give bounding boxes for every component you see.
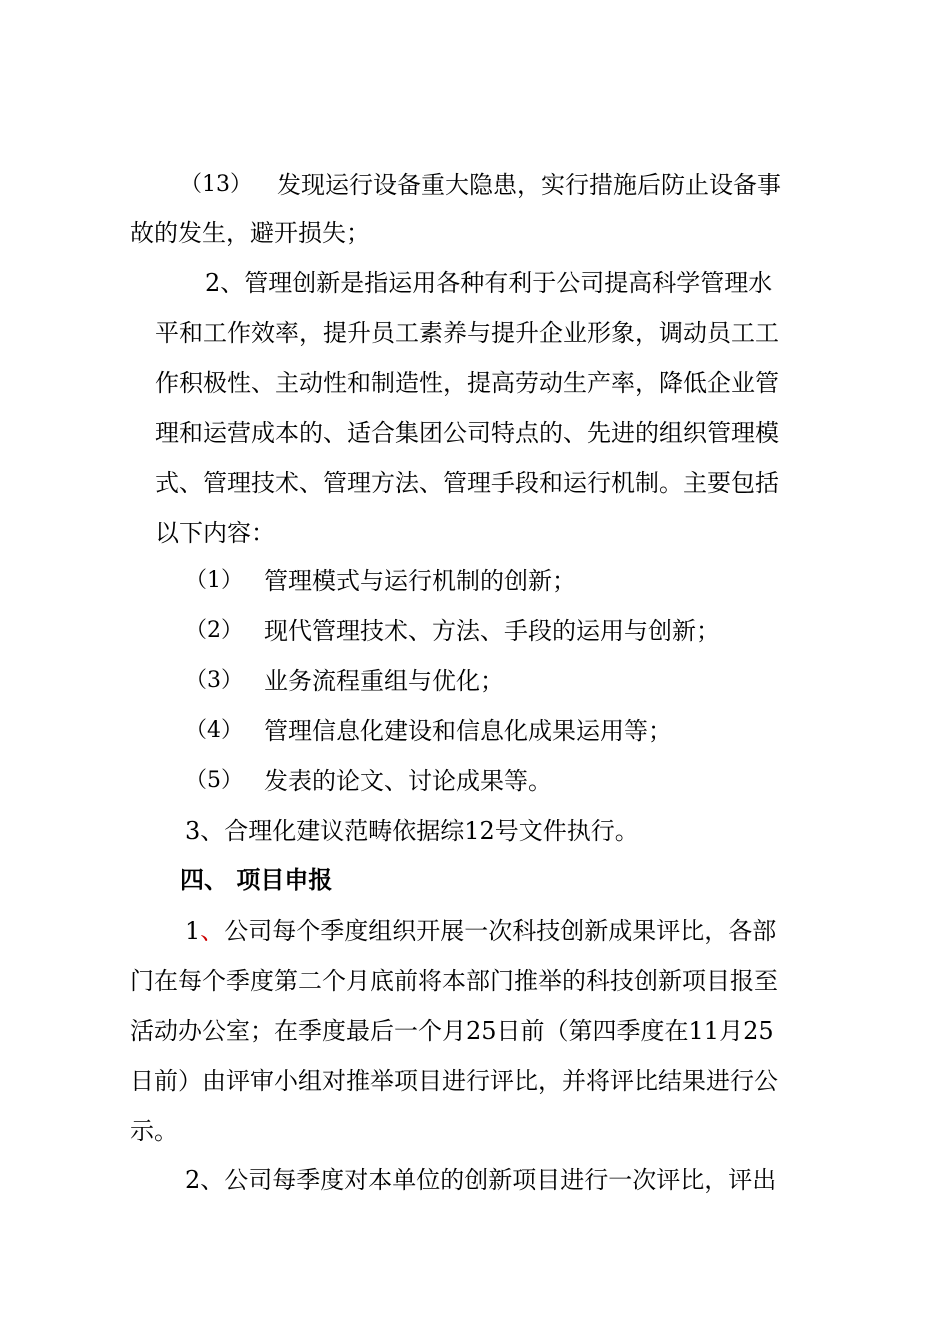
list-item-4-text: 管理信息化建设和信息化成果运用等；: [264, 717, 672, 745]
item-13-line-2: 故的发生，避开损失；: [130, 219, 370, 247]
para-4-1-line-3: 活动办公室；在季度最后一个月25日前（第四季度在11月25: [130, 1017, 774, 1045]
para-4-1-line-2: 门在每个季度第二个月底前将本部门推举的科技创新项目报至: [130, 967, 778, 995]
list-item-1-marker: （1）: [185, 568, 243, 593]
list-item-3-marker: （3）: [185, 668, 243, 693]
para-4-1-number: 1: [185, 917, 201, 945]
para-2-line-4: 理和运营成本的、适合集团公司特点的、先进的组织管理模: [155, 419, 779, 447]
para-4-1-line-5: 示。: [130, 1117, 178, 1145]
para-4-2-line-1: 2、公司每季度对本单位的创新项目进行一次评比，评出: [185, 1166, 777, 1194]
list-item-5-marker: （5）: [185, 768, 243, 793]
para-2-line-3: 作积极性、主动性和制造性，提高劳动生产率，降低企业管: [155, 369, 779, 397]
para-2-line-6: 以下内容：: [155, 519, 275, 547]
para-3-line: 3、合理化建议范畴依据综12号文件执行。: [185, 817, 639, 845]
list-item-4-marker: （4）: [185, 718, 243, 743]
para-4-1-line-1: [185, 916, 776, 946]
para-4-1-line-4: 日前）由评审小组对推举项目进行评比，并将评比结果进行公: [130, 1067, 778, 1095]
section-4-heading: 四、 项目申报: [180, 865, 333, 894]
item-13-marker: （13）: [180, 172, 252, 197]
list-item-2-marker: （2）: [185, 618, 243, 643]
para-4-1-separator: 、: [200, 917, 225, 945]
para-2-line-1: 2、管理创新是指运用各种有利于公司提高科学管理水: [205, 269, 773, 297]
list-item-1-text: 管理模式与运行机制的创新；: [264, 567, 576, 595]
list-item-2-text: 现代管理技术、方法、手段的运用与创新；: [264, 617, 720, 645]
list-item-3-text: 业务流程重组与优化；: [264, 667, 504, 695]
para-2-line-2: 平和工作效率，提升员工素养与提升企业形象，调动员工工: [155, 319, 779, 347]
item-13-line-1: 发现运行设备重大隐患，实行措施后防止设备事: [277, 171, 781, 199]
para-2-line-5: 式、管理技术、管理方法、管理手段和运行机制。主要包括: [155, 469, 779, 497]
list-item-5-text: 发表的论文、讨论成果等。: [264, 767, 552, 795]
para-4-1-line-1-text: 公司每个季度组织开展一次科技创新成果评比，各部: [224, 917, 777, 945]
